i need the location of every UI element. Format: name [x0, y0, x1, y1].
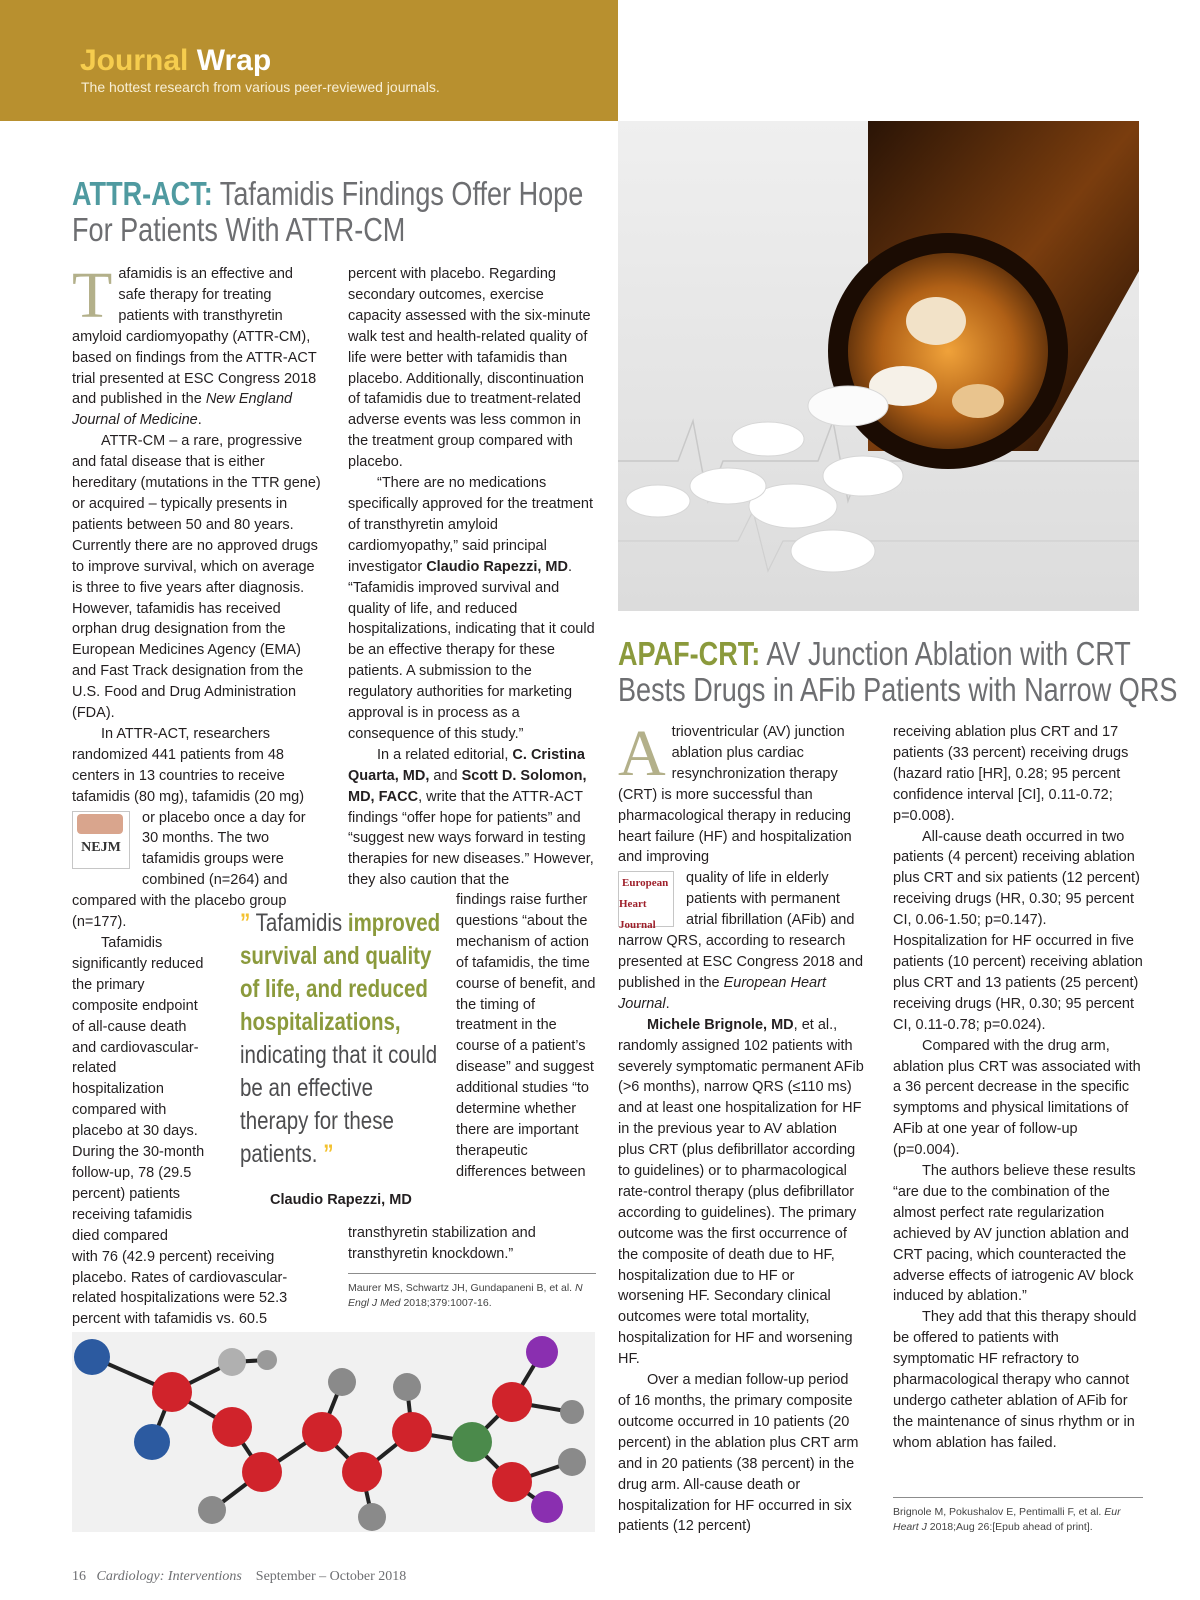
article2-title-line2: Bests Drugs in AFib Patients with Narrow QRS	[618, 671, 1178, 708]
article1-p3a: In ATTR-ACT, researchers randomized 441 patients from 48 centers in 13 countries to receive tafamidis (80 mg), tafamidis (20 mg)	[72, 725, 305, 805]
article2-column1	[618, 717, 864, 1537]
nejm-logo	[72, 811, 130, 869]
article2-p1-end: .	[665, 995, 670, 1012]
article1-c2-p3b: , write that the ATTR-ACT findings “offer hope for patients” and “suggest new ways forward in testing therapies for new diseases.” However, they also caution that the	[348, 788, 594, 889]
article1-investigator: Claudio Rapezzi, MD	[426, 558, 568, 575]
article1-citation-authors: Maurer MS, Schwartz JH, Gundapaneni B, et al.	[348, 1282, 576, 1294]
article2-p1a: trioventricular (AV) junction ablation plus cardiac resynchronization therapy (CRT) is more successful than pharmacological therapy in reducing heart failure (HF) and hospitalization and improving	[618, 724, 852, 866]
european-heart-journal-logo	[618, 871, 674, 932]
article2-column2	[893, 722, 1143, 1454]
article1-p2: ATTR-CM – a rare, progressive and fatal disease that is either hereditary (mutations in the TTR gene) or acquired – typically presents in patients between 50 and 80 years. Currently there are no approved drugs to improve survival, which on average is three to five years after diagnosis. However, tafamidis has received orphan drug designation from the European Medicines Agency (EMA) and Fast Track designation from the U.S. Food and Drug Administration (FDA).	[72, 433, 321, 722]
article1-title-line2: For Patients With ATTR-CM	[72, 211, 406, 248]
article1-c2-p3a: In a related editorial,	[377, 746, 513, 763]
article2-tag: APAF-CRT:	[618, 635, 761, 672]
ehj-logo-l2: Heart	[619, 898, 647, 911]
pill-bottle-photo	[618, 121, 1139, 611]
pull-quote	[240, 907, 445, 1171]
pull-quote-line3: indicating that it could be an effective therapy for these patients.	[240, 1041, 438, 1168]
journal-wrap-banner	[0, 0, 618, 121]
article1-p4a: Tafamidis significantly reduced the primary composite endpoint of all-cause death and cardiovascular-related hospitalization compared with placebo at 30 days. During the 30-month follow-up, 78 (29.5 percent) patients receiving tafamidis died compared	[72, 935, 205, 1244]
article1-p1-end: .	[197, 412, 202, 429]
article2-citation-ref: 2018;Aug 26:[Epub ahead of print].	[926, 1521, 1093, 1533]
pull-quote-emphasis: improved survival and quality of life, and reduced hospitalizations,	[240, 909, 441, 1036]
section-title-journal: Journal	[80, 44, 189, 77]
article2-c2-p5: They add that this therapy should be offered to patients with symptomatic HF refractory to pharmacological therapy who cannot undergo catheter ablation of AFib for the maintenance of sinus rhythm or in whom ablation has failed.	[893, 1309, 1137, 1451]
section-subtitle: The hottest research from various peer-reviewed journals.	[81, 79, 440, 95]
article1-citation-journal: N Engl J Med	[348, 1282, 583, 1309]
article1-citation	[348, 1281, 596, 1311]
article2-citation-authors: Brignole M, Pokushalov E, Pentimalli F, et al.	[893, 1506, 1105, 1518]
article2-drop-cap: A	[618, 717, 666, 790]
article1-column2-end: transthyretin stabilization and transthyretin knockdown.”	[348, 1225, 536, 1262]
article1-citation-rule	[348, 1273, 596, 1274]
article2-headline	[618, 636, 1177, 708]
article1-p4b: with 76 (42.9 percent) receiving placebo. Rates of cardiovascular-related hospitalizations were 52.3 percent with tafamidis vs. 60.5	[72, 1248, 288, 1328]
article1-drop-cap: T	[72, 259, 113, 332]
ehj-logo-l3: Journal	[619, 919, 656, 932]
article2-c2-p4: The authors believe these results “are due to the combination of the almost perfect rate regularization achieved by AV junction ablation and CRT pacing, which counteracted the adverse effects of iatrogenic AV block induced by ablation.”	[893, 1163, 1136, 1305]
article2-p1b: quality of life in elderly patients with permanent atrial fibrillation (AFib) and narrow QRS, according to research presented at ESC Congress 2018 and published in the	[618, 870, 864, 991]
article2-c2-p3: Compared with the drug arm, ablation plus CRT was associated with a 36 percent decrease in the specific symptoms and physical limitations of AFib at one year of follow-up (p=0.004).	[893, 1037, 1141, 1159]
article1-column2-wrap: findings raise further questions “about the mechanism of action of tafamidis, the time course of benefit, and the timing of treatment in the course of a patient’s disease” and suggest additional studies “to determine whether there are important therapeutic differences between	[456, 892, 596, 1180]
article2-c2-p1: receiving ablation plus CRT and 17 patients (33 percent) receiving drugs (hazard ratio [HR], 0.28; 95 percent confidence interval [CI], 0.11-0.72; p=0.008).	[893, 724, 1129, 824]
article1-column2	[348, 264, 596, 891]
article2-investigator: Michele Brignole, MD	[647, 1016, 794, 1033]
article1-c2-p2b: . “Tafamidis improved survival and quality of life, and reduced hospitalizations, indicating that it could be an effective therapy for these patients. A submission to the regulatory authorities for marketing approval is in process as a consequence of this study.”	[348, 558, 595, 742]
article2-p3: Over a median follow-up period of 16 months, the primary composite outcome occurred in 10 patients (20 percent) in the ablation plus CRT arm and in 20 patients (38 percent) in the drug arm. All-cause death or hospitalization for HF occurred in six patients (12 percent)	[618, 1372, 859, 1535]
pull-quote-attribution: Claudio Rapezzi, MD	[270, 1192, 412, 1208]
article1-editor2: Scott D. Solomon, MD, FACC	[348, 767, 587, 805]
article2-citation-rule	[893, 1497, 1143, 1498]
section-title-wrap: Wrap	[196, 44, 272, 77]
article2-citation	[893, 1505, 1145, 1535]
article1-title-line1: Tafamidis Findings Offer Hope	[219, 175, 584, 212]
quote-close-mark: ”	[323, 1140, 334, 1168]
article2-journal-name: European Heart Journal	[618, 974, 826, 1012]
ehj-logo-l1: European	[622, 877, 669, 890]
nejm-seal	[77, 814, 123, 834]
molecule-illustration	[72, 1332, 595, 1532]
article2-title-line1: AV Junction Ablation with CRT	[766, 635, 1131, 672]
nejm-logo-text: NEJM	[81, 839, 121, 855]
article2-citation-journal: Eur Heart J	[893, 1506, 1121, 1533]
section-title	[80, 44, 271, 78]
article1-p3b: or placebo once a day for 30 months. The two tafamidis groups were combined (n=264) and compared with the placebo group (n=177).	[72, 809, 306, 931]
article2-c2-p2: All-cause death occurred in two patients (4 percent) receiving ablation plus CRT and six patients (12 percent) receiving drugs (HR, 0.30; 95 percent CI, 0.06-1.50; p=0.147). Hospitalization for HF occurred in five patients (10 percent) receiving ablation plus CRT and 13 patients (25 percent) receiving drugs (HR, 0.30; 95 percent CI, 0.11-0.78; p=0.024).	[893, 828, 1143, 1033]
page-footer	[72, 1569, 406, 1585]
magazine-name: Cardiology: Interventions	[96, 1569, 242, 1584]
article1-editor1: C. Cristina Quarta, MD,	[348, 746, 585, 784]
article1-journal-name: New England Journal of Medicine	[72, 391, 293, 429]
article1-and: and	[429, 767, 462, 784]
article1-tag: ATTR-ACT:	[72, 175, 213, 212]
quote-open-mark: ”	[240, 909, 251, 937]
page-number: 16	[72, 1569, 86, 1584]
article1-citation-ref: 2018;379:1007-16.	[400, 1297, 492, 1309]
article2-p2: , et al., randomly assigned 102 patients with severely symptomatic permanent AFib (>6 months), narrow QRS (≤110 ms) and at least one hospitalization for HF in the previous year to AV ablation plus CRT (plus defibrillator according to guidelines) or to pharmacological rate-control therapy (plus defibrillator according to guidelines). The primary outcome was the first occurrence of the composite of death due to HF, hospitalization due to HF or worsening HF. Secondary clinical outcomes were total mortality, hospitalization for HF and worsening HF.	[618, 1016, 864, 1368]
article1-p1: afamidis is an effective and safe therapy for treating patients with transthyretin amyloid cardiomyopathy (ATTR-CM), based on findings from the ATTR-ACT trial presented at ESC Congress 2018 and published in the	[72, 266, 317, 408]
article1-headline	[72, 176, 583, 248]
article1-c2-p2a: “There are no medications specifically approved for the treatment of transthyretin amyloid cardiomyopathy,” said principal investigator	[348, 475, 594, 575]
article1-c2-p1: percent with placebo. Regarding secondary outcomes, exercise capacity assessed with the six-minute walk test and health-related quality of life were better with tafamidis than placebo. Additionally, discontinuation of tafamidis due to treatment-related adverse events was less common in the treatment group compared with placebo.	[348, 266, 591, 471]
issue-date: September – October 2018	[255, 1569, 407, 1584]
pull-quote-line1: Tafamidis	[255, 909, 343, 937]
